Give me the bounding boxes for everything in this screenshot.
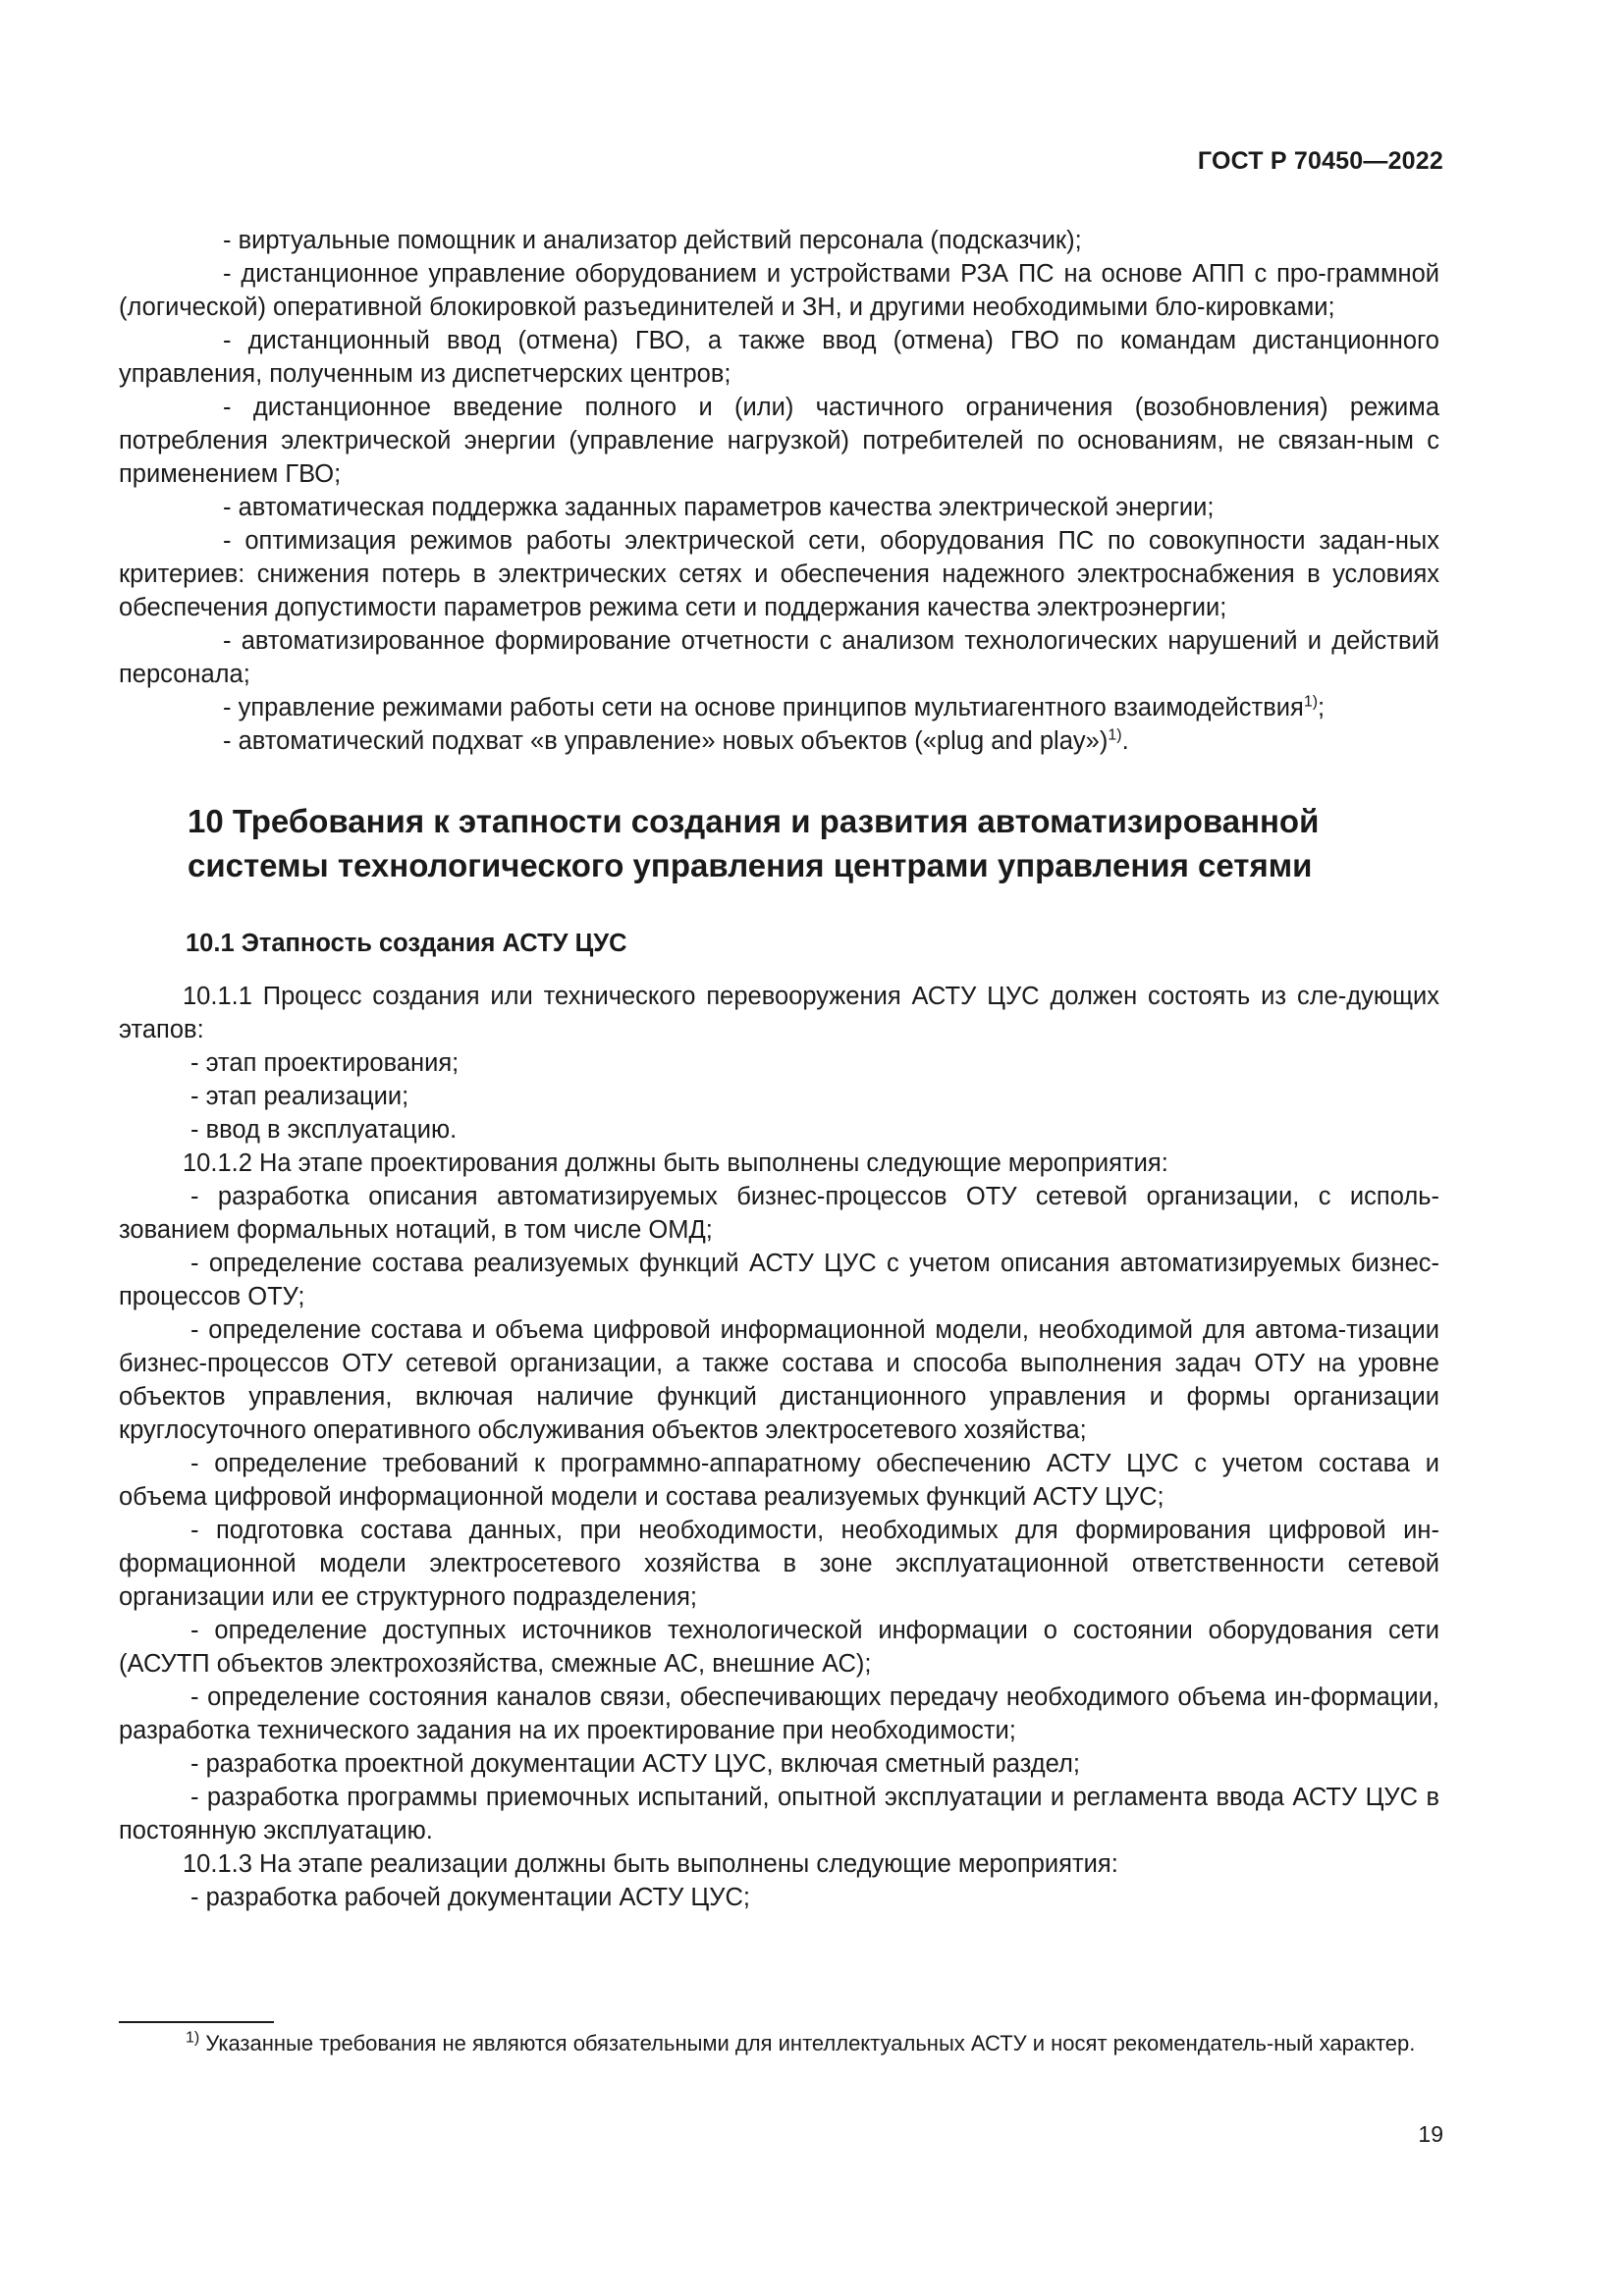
list-item: - дистанционное введение полного и (или) частичного ограничения (возобновления) режима потребления электрической энергии (управление нагрузкой) потребителей по основаниям, не связан-ным с применением ГВО;: [119, 394, 1439, 488]
list-item: - дистанционный ввод (отмена) ГВО, а также ввод (отмена) ГВО по командам дистанционного управления, полученным из диспетчерских центров;: [119, 327, 1439, 388]
page-body: [119, 224, 1439, 1914]
design-item: - определение доступных источников технологической информации о состоянии оборудования сети (АСУТП объектов электрохозяйства, смежные АС, внешние АС);: [119, 1617, 1439, 1678]
function-list: [119, 224, 1439, 758]
footnote-ref[interactable]: 1): [1303, 693, 1319, 711]
list-item: [119, 724, 1439, 758]
clause-10-1-1: 10.1.1 Процесс создания или технического перевооружения АСТУ ЦУС должен состоять из сле-дующих этапов:: [119, 983, 1439, 1043]
list-item-tail: ;: [1318, 694, 1326, 721]
section-heading: 10 Требования к этапности создания и развития автоматизированной системы технологического управления центрами управления сетями: [188, 803, 1320, 883]
list-item: - оптимизация режимов работы электрической сети, оборудования ПС по совокупности задан-ных критериев: снижения потерь в электрических сетях и обеспечения надежного электроснабжения в условиях обеспечения допустимости параметров режима сети и поддержания качества электроэнергии;: [119, 527, 1439, 621]
list-item: - виртуальные помощник и анализатор действий персонала (подсказчик);: [223, 227, 1082, 254]
design-item: - определение состояния каналов связи, обеспечивающих передачу необходимого объема ин-формации, разработка технического задания на их проектирование при необходимости;: [119, 1683, 1439, 1744]
footnote-mark: 1): [186, 2029, 200, 2047]
stage-item: - ввод в эксплуатацию.: [190, 1116, 458, 1144]
impl-item: - разработка рабочей документации АСТУ ЦУС;: [190, 1884, 750, 1911]
list-item: - дистанционное управление оборудованием и устройствами РЗА ПС на основе АПП с про-граммной (логической) оперативной блокировкой разъединителей и ЗН, и другими необходимыми бло-кировками;: [119, 260, 1439, 321]
design-item: - определение состава и объема цифровой информационной модели, необходимой для автома-тизации бизнес-процессов ОТУ сетевой организации, а также состава и способа выполнения задач ОТУ на уровне объектов управления, включая наличие функций дистанционного управления и формы организации круглосуточного оперативного обслуживания объектов электросетевого хозяйства;: [119, 1316, 1439, 1444]
design-item: - определение состава реализуемых функций АСТУ ЦУС с учетом описания автоматизируемых бизнес-процессов ОТУ;: [119, 1250, 1439, 1310]
design-item: - подготовка состава данных, при необходимости, необходимых для формирования цифровой ин-формационной модели электросетевого хозяйства в зоне эксплуатационной ответственности сетевой организации или ее структурного подразделения;: [119, 1517, 1439, 1611]
clause-10-1-2: 10.1.2 На этапе проектирования должны быть выполнены следующие мероприятия:: [183, 1149, 1168, 1177]
document-code: ГОСТ Р 70450—2022: [1197, 147, 1443, 175]
design-item: - разработка проектной документации АСТУ ЦУС, включая сметный раздел;: [190, 1750, 1080, 1778]
design-item: - определение требований к программно-аппаратному обеспечению АСТУ ЦУС с учетом состава и объема цифровой информационной модели и состава реализуемых функций АСТУ ЦУС;: [119, 1450, 1439, 1511]
stage-item: - этап проектирования;: [190, 1049, 460, 1077]
footnote-divider: [119, 2021, 274, 2023]
footnote: [119, 2029, 1439, 2058]
footnote-ref[interactable]: 1): [1108, 726, 1122, 744]
design-item: - разработка программы приемочных испытаний, опытной эксплуатации и регламента ввода АСТУ ЦУС в постоянную эксплуатацию.: [119, 1784, 1439, 1844]
clause-10-1-3: 10.1.3 На этапе реализации должны быть выполнены следующие мероприятия:: [183, 1850, 1118, 1878]
list-item: - автоматическая поддержка заданных параметров качества электрической энергии;: [223, 494, 1215, 521]
list-item-text: - автоматический подхват «в управление» новых объектов («plug and play»): [223, 727, 1109, 755]
subsection-heading: 10.1 Этапность создания АСТУ ЦУС: [186, 930, 627, 957]
list-item-tail: .: [1121, 727, 1129, 755]
list-item-text: - управление режимами работы сети на основе принципов мультиагентного взаимодействия: [223, 694, 1304, 721]
list-item: - автоматизированное формирование отчетности с анализом технологических нарушений и действий персонала;: [119, 627, 1439, 688]
page-number: 19: [1418, 2121, 1443, 2147]
stage-item: - этап реализации;: [190, 1083, 409, 1110]
list-item: [119, 691, 1439, 724]
footnote-text: Указанные требования не являются обязательными для интеллектуальных АСТУ и носят рекомендатель-ный характер.: [199, 2031, 1416, 2056]
design-item: - разработка описания автоматизируемых бизнес-процессов ОТУ сетевой организации, с исполь-зованием формальных нотаций, в том числе ОМД;: [119, 1183, 1439, 1244]
